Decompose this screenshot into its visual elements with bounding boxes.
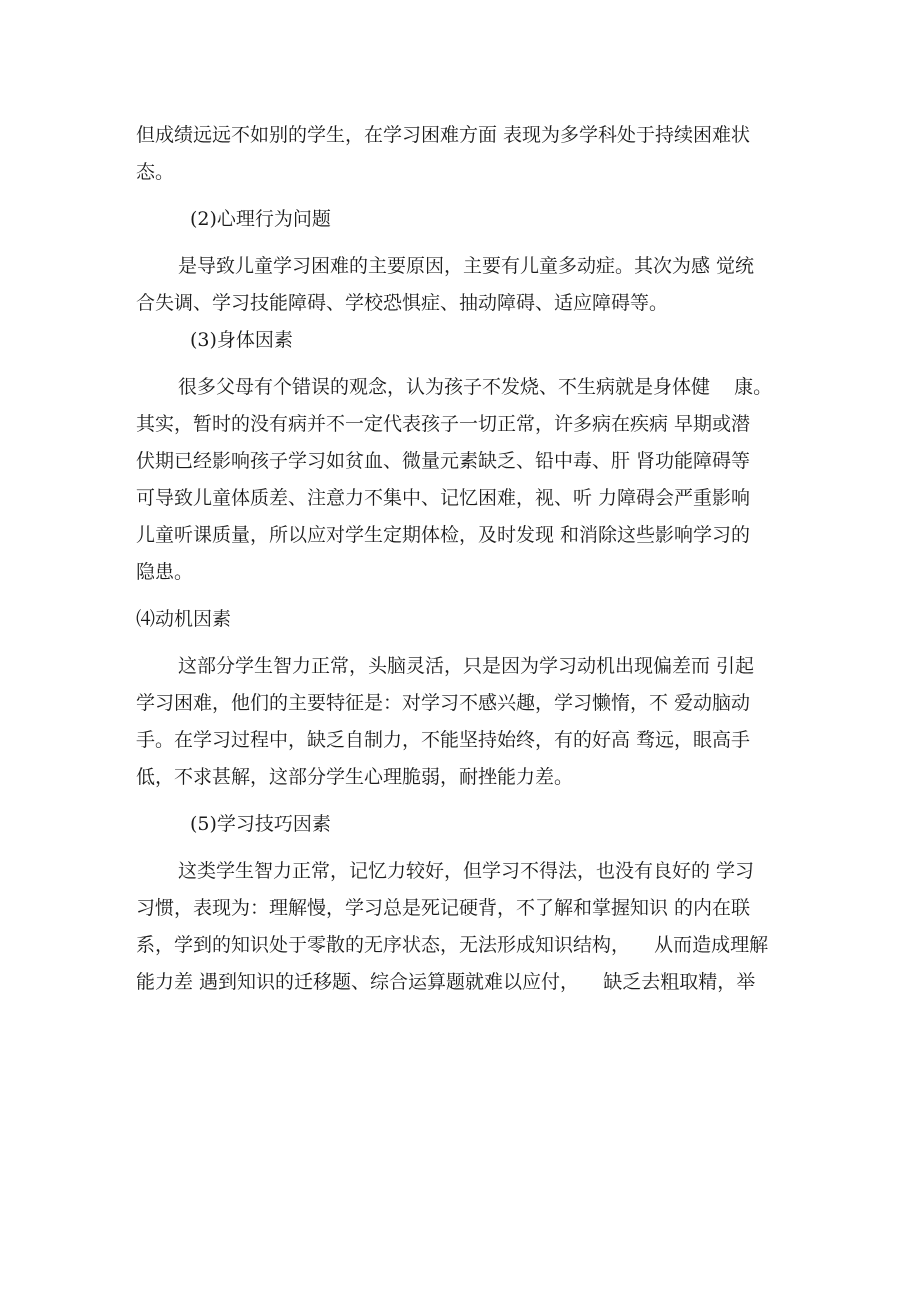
text-line: 系，学到的知识处于零散的无序状态，无法形成知识结构， 从而造成理解 bbox=[136, 934, 769, 956]
paragraph-continuation bbox=[136, 117, 796, 191]
text-line: 可导致儿童体质差、注意力不集中、记忆困难，视、听 力障碍会严重影响 bbox=[136, 487, 751, 509]
text-line: 这类学生智力正常，记忆力较好，但学习不得法，也没有良好的 学习 bbox=[178, 860, 755, 882]
section-heading-psychology: (2)心理行为问题 bbox=[190, 208, 331, 230]
text-line: 习惯，表现为：理解慢，学习总是死记硬背，不了解和掌握知识 的内在联 bbox=[136, 897, 751, 919]
paragraph-motivation bbox=[136, 648, 796, 796]
document-body bbox=[136, 117, 796, 1001]
text-line: 其实，暂时的没有病并不一定代表孩子一切正常，许多病在疾病 早期或潜 bbox=[136, 413, 751, 435]
section-heading-physical: (3)身体因素 bbox=[190, 329, 293, 351]
text-line: 手。在学习过程中，缺乏自制力，不能坚持始终，有的好高 骛远，眼高手 bbox=[136, 729, 751, 751]
text-line: 很多父母有个错误的观念，认为孩子不发烧、不生病就是身体健 康。 bbox=[178, 376, 773, 398]
text-line: 是导致儿童学习困难的主要原因，主要有儿童多动症。其次为感 觉统 bbox=[178, 255, 755, 277]
text-line: 合失调、学习技能障碍、学校恐惧症、抽动障碍、适应障碍等。 bbox=[136, 292, 669, 314]
text-line: 能力差 遇到知识的迁移题、综合运算题就难以应付， 缺乏去粗取精，举 bbox=[136, 971, 756, 993]
text-line: 态。 bbox=[136, 161, 175, 183]
section-heading-study-skills: (5)学习技巧因素 bbox=[190, 813, 331, 835]
text-line: 但成绩远远不如别的学生，在学习困难方面 表现为多学科处于持续困难状 bbox=[136, 124, 751, 146]
text-line: 低，不求甚解，这部分学生心理脆弱，耐挫能力差。 bbox=[136, 766, 574, 788]
section-heading-motivation: ⑷动机因素 bbox=[136, 608, 232, 630]
paragraph-study-skills bbox=[136, 853, 796, 1001]
text-line: 伏期已经影响孩子学习如贫血、微量元素缺乏、铅中毒、肝 肾功能障碍等 bbox=[136, 450, 751, 472]
paragraph-psychology bbox=[136, 248, 796, 322]
text-line: 这部分学生智力正常，头脑灵活，只是因为学习动机出现偏差而 引起 bbox=[178, 655, 755, 677]
text-line: 儿童听课质量，所以应对学生定期体检，及时发现 和消除这些影响学习的 bbox=[136, 524, 751, 546]
paragraph-physical bbox=[136, 369, 796, 591]
text-line: 隐患。 bbox=[136, 561, 194, 583]
text-line: 学习困难，他们的主要特征是：对学习不感兴趣，学习懒惰，不 爱动脑动 bbox=[136, 692, 751, 714]
